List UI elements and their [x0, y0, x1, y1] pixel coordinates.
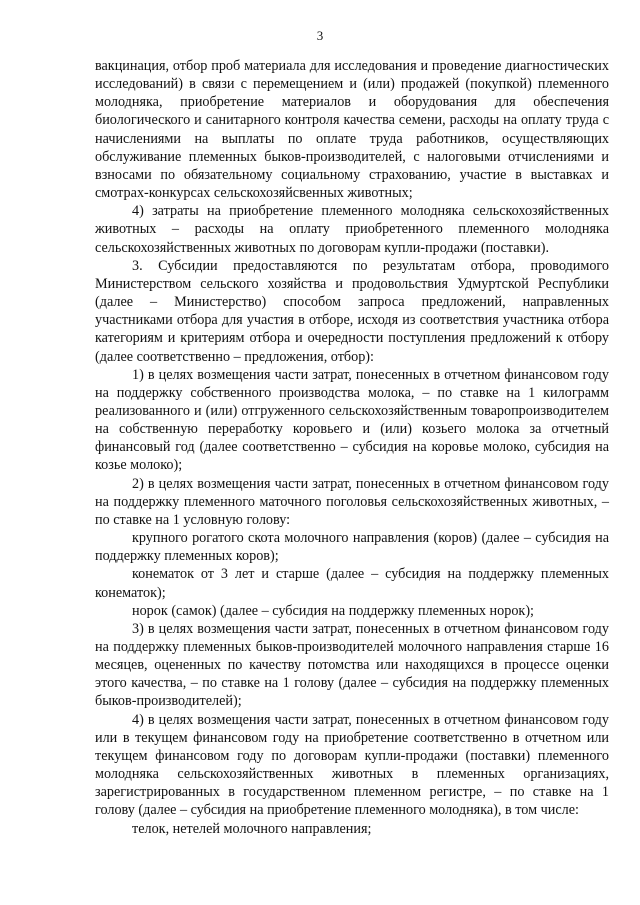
paragraph-minks: норок (самок) (далее – субсидия на поддержку племенных норок);: [132, 602, 534, 619]
paragraph-mares: конематок от 3 лет и старше (далее – субсидия на поддержку племенных конематок);: [95, 566, 609, 601]
paragraph-item-2-breeding-stock: 2) в целях возмещения части затрат, понесенных в отчетном финансовом году на поддержку племенного маточного поголовья сельскохозяйственных животных, – по ставке на 1 условную голову:: [95, 475, 609, 528]
page-number: 3: [316, 28, 324, 43]
paragraph-item-3-bulls: 3) в целях возмещения части затрат, понесенных в отчетном финансовом году на поддержку племенных быков-производителей молочного направления старше 16 месяцев, оцененных по качеству потомства или находящихся в процессе оценки этого качества, – по ставке на 1 голову (далее – субсидия на поддержку племенных быков-производителей);: [95, 620, 609, 710]
paragraph-cattle: крупного рогатого скота молочного направления (коров) (далее – субсидия на поддержку племенных коров);: [95, 530, 609, 565]
document-body: [95, 57, 609, 838]
paragraph-item-4-costs: 4) затраты на приобретение племенного молодняка сельскохозяйственных животных – расходы на оплату приобретенного племенного молодняка сельскохозяйственных животных по договорам купли-продажи (поставки).: [95, 203, 609, 256]
paragraph-item-1-milk: 1) в целях возмещения части затрат, понесенных в отчетном финансовом году на поддержку собственного производства молока, – по ставке на 1 килограмм реализованного и (или) отгруженного сельскохозяйственным товаропроизводителем на собственную переработку коровьего и (или) козьего молока за отчетный финансовый год (далее соответственно – субсидия на коровье молоко, субсидия на козье молоко);: [95, 366, 609, 474]
paragraph-heifers: телок, нетелей молочного направления;: [132, 820, 372, 837]
paragraph-section-3: 3. Субсидии предоставляются по результатам отбора, проводимого Министерством сельского хозяйства и продовольствия Удмуртской Республики (далее – Министерство) способом запроса предложений, направленных участниками отбора для участия в отборе, исходя из соответствия участника отбора категориям и критериям отбора и очередности поступления предложений к отбору (далее соответственно – предложения, отбор):: [95, 257, 609, 365]
paragraph-item-4-young-stock: 4) в целях возмещения части затрат, понесенных в отчетном финансовом году или в текущем финансовом году на приобретение соответственно в отчетном или текущем финансовом году по договорам купли-продажи (поставки) племенного молодняка сельскохозяйственных животных в племенных организациях, зарегистрированных в государственном племенном регистре, – по ставке на 1 голову (далее – субсидия на приобретение племенного молодняка), в том числе:: [95, 711, 609, 819]
paragraph-continuation: вакцинация, отбор проб материала для исследования и проведение диагностических исследований) в связи с перемещением и (или) продажей (покупкой) племенного молодняка, приобретение материалов и оборудования для обеспечения биологического и санитарного контроля качества семени, расходы на оплату труда с начислениями на выплаты по оплате труда работников, осуществляющих обслуживание племенных быков-производителей, с налоговыми отчислениями и взносами по обязательному социальному страхованию, участие в выставках и смотрах-конкурсах сельскохозяйсвенных животных;: [95, 58, 609, 202]
